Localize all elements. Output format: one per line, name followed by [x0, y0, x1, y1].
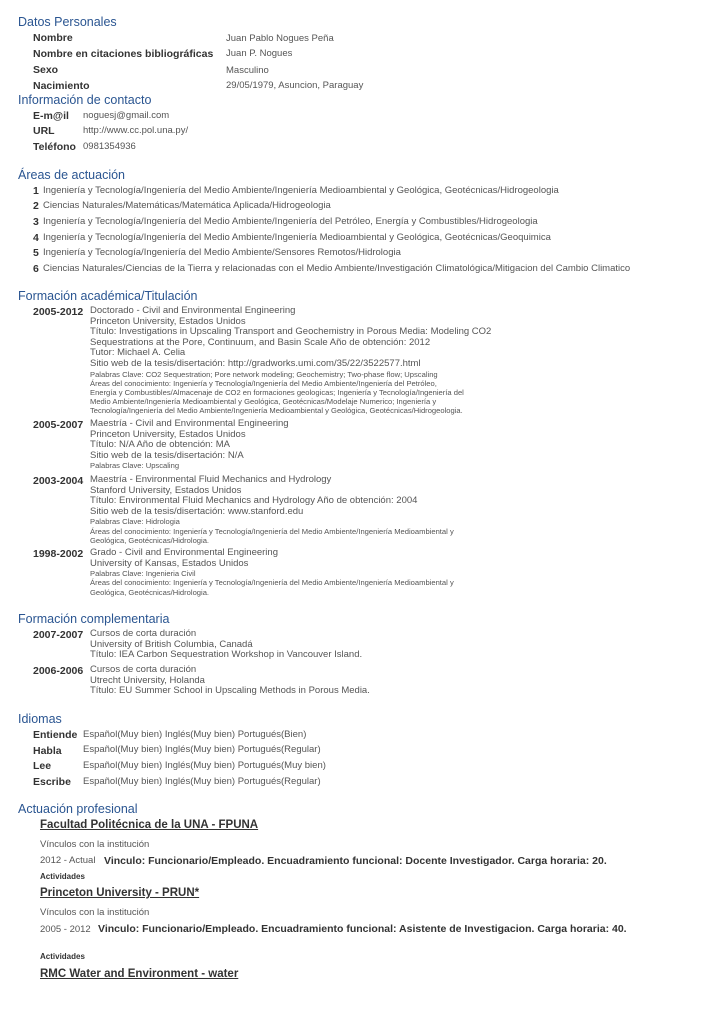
formation-small-line: Palabras Clave: Hidrologia [90, 517, 180, 527]
personal-label: Sexo [33, 64, 59, 76]
activities-label: Actividades [40, 872, 85, 881]
formation-small-line: Palabras Clave: CO2 Sequestration; Pore network modeling; Geochemistry; Two-phase flow; Upscaling [90, 369, 438, 379]
complementary-entry [90, 665, 510, 697]
formation-entry [90, 548, 510, 597]
complementary-line: Utrecht University, Holanda [90, 674, 205, 686]
employment-detail: Vinculo: Funcionario/Empleado. Encuadramiento funcional: Docente Investigador. Carga horaria: 20. [104, 855, 607, 867]
formation-line: Tutor: Michael A. Celia [90, 347, 186, 359]
formation-line: Princeton University, Estados Unidos [90, 315, 246, 327]
complementary-years: 2007-2007 [33, 629, 84, 641]
formation-line: Maestría - Civil and Environmental Engineering [90, 418, 289, 429]
formation-line: Título: Investigations in Upscaling Transport and Geochemistry in Porous Media: Modeling CO2 [90, 326, 492, 338]
formation-line: Doctorado - Civil and Environmental Engineering [90, 305, 296, 316]
contact-label: URL [33, 125, 55, 137]
links-label: Vínculos con la institución [40, 907, 150, 918]
contact-value: noguesj@gmail.com [83, 110, 170, 121]
language-skill-label: Habla [33, 745, 62, 757]
area-text: Ingeniería y Tecnología/Ingeniería del Medio Ambiente/Sensores Remotos/Hidrologia [43, 247, 401, 258]
complementary-entry [90, 629, 510, 661]
formation-line: Sequestrations at the Pore, Continuum, and Basin Scale Año de obtención: 2012 [90, 336, 431, 348]
personal-label: Nombre [33, 32, 73, 44]
complementary-line: Cursos de corta duración [90, 628, 197, 639]
formation-line: Sitio web de la tesis/disertación: http://gradworks.umi.com/35/22/3522577.html [90, 357, 421, 369]
section-areas: Áreas de actuación [18, 168, 126, 182]
formation-small-line: Medio Ambiente/Ingeniería Medioambiental y Geológica, Geotécnicas/Modelaje Numerico; Ingeniería y [90, 397, 437, 407]
personal-label: Nombre en citaciones bibliográficas [33, 48, 214, 60]
section-complementary: Formación complementaria [18, 612, 170, 626]
complementary-line: Título: IEA Carbon Sequestration Workshop in Vancouver Island. [90, 649, 363, 661]
formation-line: Maestría - Environmental Fluid Mechanics and Hydrology [90, 474, 332, 485]
language-skill-label: Entiende [33, 729, 78, 741]
language-skill-label: Escribe [33, 776, 71, 788]
contact-label: E-m@il [33, 110, 69, 122]
complementary-line: Título: EU Summer School in Upscaling Methods in Porous Media. [90, 685, 370, 697]
period-label: 2012 - Actual [40, 855, 96, 866]
formation-entry [90, 419, 510, 471]
personal-value: 29/05/1979, Asuncion, Paraguay [226, 80, 364, 91]
formation-line: Stanford University, Estados Unidos [90, 484, 242, 496]
formation-line: University of Kansas, Estados Unidos [90, 557, 249, 569]
section-professional: Actuación profesional [18, 802, 138, 816]
language-skill-value: Español(Muy bien) Inglés(Muy bien) Portugués(Bien) [83, 729, 307, 740]
area-text: Ingeniería y Tecnología/Ingeniería del Medio Ambiente/Ingeniería Medioambiental y Geológica, Geotécnicas/Geoquimica [43, 232, 551, 243]
contact-label: Teléfono [33, 141, 76, 153]
section-languages: Idiomas [18, 712, 62, 726]
area-text: Ingeniería y Tecnología/Ingeniería del Medio Ambiente/Ingeniería del Petróleo, Energía y Combustibles/Hidrogeologia [43, 216, 538, 227]
area-number: 1 [33, 185, 39, 197]
formation-line: Título: N/A Año de obtención: MA [90, 439, 230, 451]
formation-small-line: Áreas del conocimiento: Ingeniería y Tecnología/Ingeniería del Medio Ambiente/Ingeniería del Petróleo, [90, 378, 437, 388]
formation-line: Sitio web de la tesis/disertación: www.stanford.edu [90, 505, 304, 517]
complementary-line: University of British Columbia, Canadá [90, 638, 253, 650]
section-contact: Información de contacto [18, 93, 152, 107]
section-personal: Datos Personales [18, 15, 117, 29]
area-number: 5 [33, 247, 39, 259]
formation-small-line: Palabras Clave: Ingenieria Civil [90, 569, 196, 579]
complementary-years: 2006-2006 [33, 665, 84, 677]
formation-line: Título: Environmental Fluid Mechanics and Hydrology Año de obtención: 2004 [90, 495, 418, 507]
section-formation: Formación académica/Titulación [18, 289, 198, 303]
institution-link[interactable]: Facultad Politécnica de la UNA - FPUNA [40, 819, 259, 831]
formation-small-line: Áreas del conocimiento: Ingeniería y Tecnología/Ingeniería del Medio Ambiente/Ingeniería Medioambiental y [90, 526, 454, 536]
area-number: 2 [33, 200, 39, 212]
language-skill-label: Lee [33, 760, 52, 772]
formation-line: Sitio web de la tesis/disertación: N/A [90, 449, 244, 461]
area-number: 4 [33, 232, 39, 244]
area-text: Ingeniería y Tecnología/Ingeniería del Medio Ambiente/Ingeniería Medioambiental y Geológica, Geotécnicas/Hidrogeologia [43, 185, 559, 196]
complementary-line: Cursos de corta duración [90, 664, 197, 675]
formation-years: 2005-2007 [33, 419, 84, 431]
formation-entry [90, 306, 510, 416]
institution-link[interactable]: RMC Water and Environment - water [40, 968, 239, 980]
language-skill-value: Español(Muy bien) Inglés(Muy bien) Portugués(Regular) [83, 776, 321, 787]
contact-value: 0981354936 [83, 141, 136, 152]
institution-link[interactable]: Princeton University - PRUN* [40, 887, 200, 899]
contact-value: http://www.cc.pol.una.py/ [83, 125, 189, 136]
area-number: 3 [33, 216, 39, 228]
personal-value: Juan Pablo Nogues Peña [226, 33, 334, 44]
formation-years: 1998-2002 [33, 548, 84, 560]
formation-small-line: Áreas del conocimiento: Ingeniería y Tecnología/Ingeniería del Medio Ambiente/Ingeniería Medioambiental y [90, 578, 454, 588]
area-text: Ciencias Naturales/Ciencias de la Tierra y relacionadas con el Medio Ambiente/Investigación Climatológica/Mitigacion del Cambio Climatico [43, 263, 631, 274]
language-skill-value: Español(Muy bien) Inglés(Muy bien) Portugués(Muy bien) [83, 760, 326, 771]
employment-detail: Vinculo: Funcionario/Empleado. Encuadramiento funcional: Asistente de Investigacion. Carga horaria: 40. [98, 923, 627, 935]
personal-value: Juan P. Nogues [226, 48, 293, 59]
formation-small-line: Energía y Combustibles/Almacenaje de CO2 en formaciones geologicas; Ingeniería y Tecnología/Ingeniería del [90, 387, 464, 397]
period-label: 2005 - 2012 [40, 924, 91, 935]
formation-years: 2005-2012 [33, 306, 84, 318]
area-text: Ciencias Naturales/Matemáticas/Matemática Aplicada/Hidrogeologia [43, 200, 331, 211]
formation-years: 2003-2004 [33, 475, 84, 487]
personal-label: Nacimiento [33, 80, 90, 92]
formation-small-line: Geológica, Geotécnicas/Hidrologia. [90, 535, 210, 545]
formation-entry [90, 475, 510, 545]
area-number: 6 [33, 263, 39, 275]
formation-line: Grado - Civil and Environmental Engineering [90, 547, 278, 558]
language-skill-value: Español(Muy bien) Inglés(Muy bien) Portugués(Regular) [83, 744, 321, 755]
formation-small-line: Geológica, Geotécnicas/Hidrologia. [90, 587, 210, 597]
formation-line: Princeton University, Estados Unidos [90, 428, 246, 440]
formation-small-line: Tecnología/Ingeniería del Medio Ambiente/Ingeniería Medioambiental y Geológica, Geotécnicas/Hidrogeologia. [90, 406, 463, 416]
links-label: Vínculos con la institución [40, 839, 150, 850]
formation-small-line: Palabras Clave: Upscaling [90, 461, 180, 471]
personal-value: Masculino [226, 65, 269, 76]
activities-label: Actividades [40, 952, 85, 961]
